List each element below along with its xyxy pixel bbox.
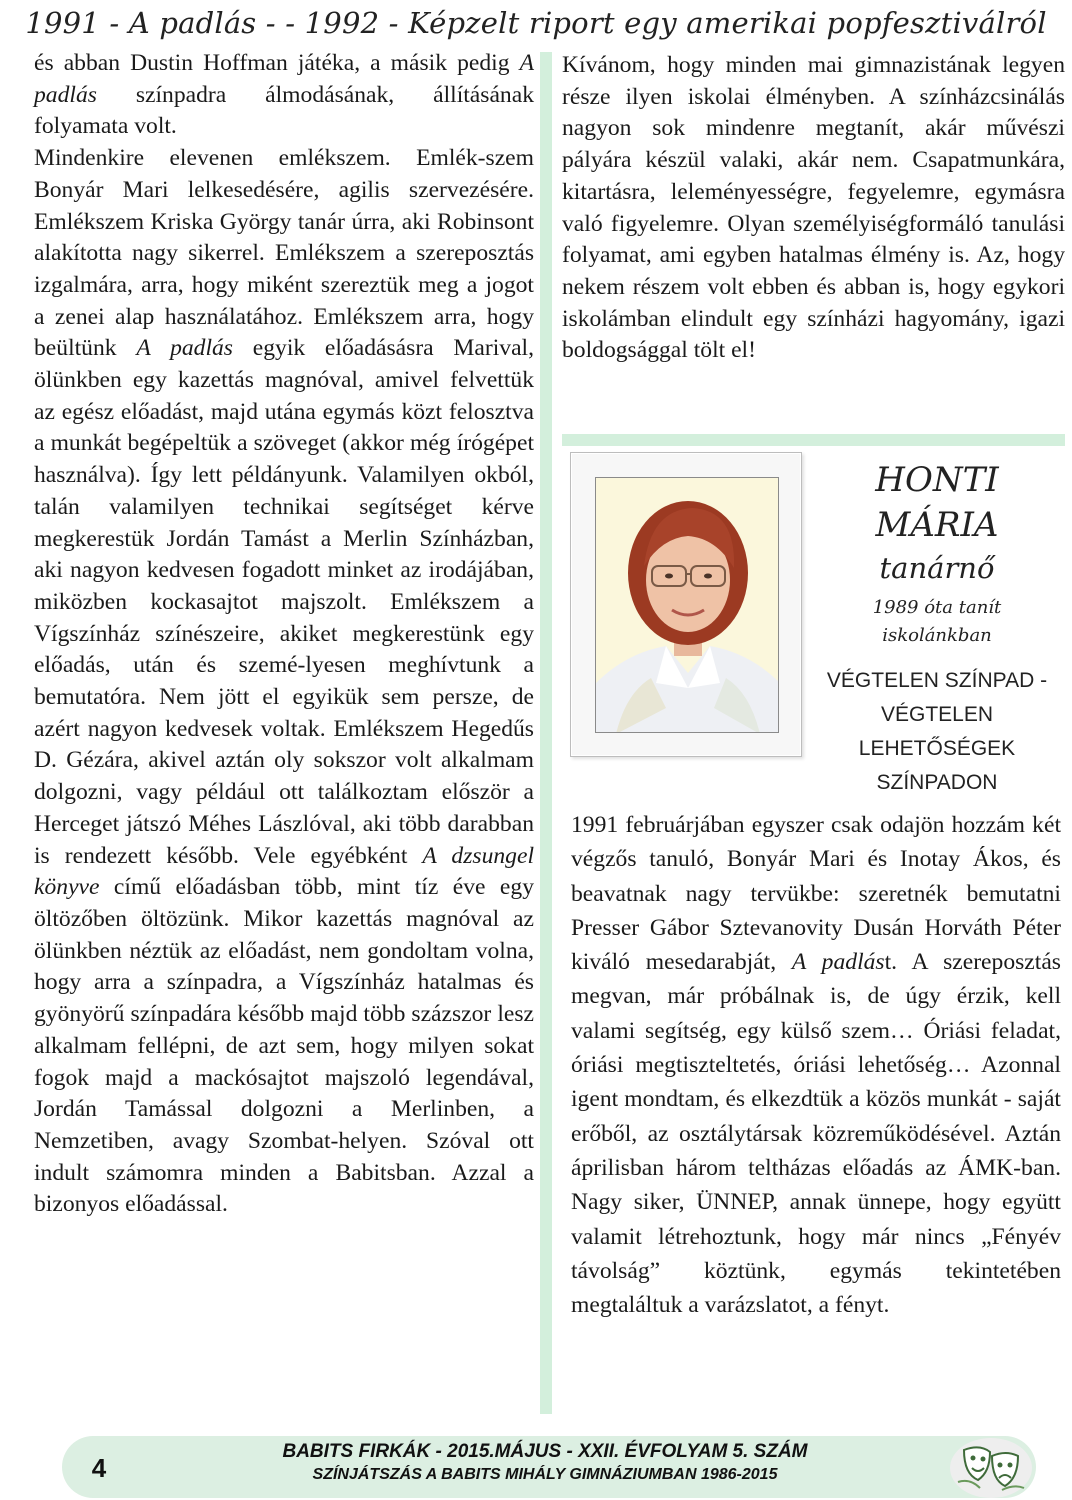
italic-title: A dzsungel könyve: [34, 842, 534, 901]
text-run: Kívánom, hogy minden mai gimnazistának legyen része ilyen iskolai élményben. A színházcsinálás nagyon sok mindenre megtanít, akár művészi pályára készül valaki, akár nem. Csapatmunkára, kitartásra, leleményességre, fegyelemre, egymásra való figyelemre. Olyan személyiségformáló tanulási folyamat, ami egyben hatalmas élmény is. Az, hogy nekem részem volt ebben és abban is, hogy egykori iskolámban elindult egy színházi hagyomány, igazi boldogsággal tölt el!: [562, 52, 1065, 364]
subtitle-line-4: SZÍNPADON: [876, 771, 998, 794]
portrait-photo: [595, 477, 779, 733]
theater-masks-graphic: [950, 1438, 1032, 1498]
teacher-since-line-1: 1989 óta tanít: [872, 597, 1002, 618]
left-paragraph-2: [34, 143, 534, 1221]
right-top-paragraph: [562, 50, 1065, 367]
text-run: 1991 februárjában egyszer csak odajön hozzám két végzős tanuló, Bonyár Mari és Inotay Ákos, és beavatnak nagy tervükbe: szeretnék bemutatni Presser Gábor Sztevanovity Dusán Horváth Péter kiváló mesedarabját,: [571, 812, 1061, 976]
teacher-info: [806, 458, 1068, 800]
text-run: színpadra álmodásának, állításának folyamata volt.: [34, 81, 534, 140]
theater-masks-icon: [950, 1438, 1032, 1498]
teacher-since-line-2: iskolánkban: [882, 625, 992, 646]
teacher-role: tanárnő: [879, 551, 995, 585]
portrait-illustration: [596, 478, 779, 733]
teacher-name-line-2: MÁRIA: [875, 505, 999, 545]
text-run: t. A szereposztás megvan, már próbálnak is, de úgy érzik, kell valami segítség, egy külső szem… Óriási feladat, óriási megtiszteltetés, óriási lehetőség… Azonnal igent mondtam, és elkezdtük a közös munkát - saját erőből, az osztálytársak közreműködésével. Aztán áprilisban három teltházas előadás az ÁMK-ban. Nagy siker, ÜNNEP, annak ünnepe, hogy együtt valamit létrehoztunk, hogy már nincs „Fényév távolság” köztünk, egymás tekintetében megtaláltuk a varázslatot, a fényt.: [571, 949, 1061, 1319]
portrait-frame: [570, 452, 802, 757]
teacher-since: [806, 594, 1068, 650]
subtitle-line-2: VÉGTELEN: [880, 703, 994, 726]
footer-publication: BABITS FIRKÁK - 2015.MÁJUS - XXII. ÉVFOLYAM 5. SZÁM: [282, 1441, 808, 1462]
left-paragraph-1: [34, 48, 534, 143]
article-subtitle: [806, 664, 1068, 800]
text-run: című előadásban több, mint tíz éve egy öltözőben öltözünk. Mikor kazettás magnóval az ölünkben néztük az előadást, nem gondoltam volna, hogy arra a színpadra, a Vígszínház hatalmas és gyönyörű színpadára később majd több százszor lesz alkalmam fellépni, de azt sem, hogy milyen sokat fogok majd a mackósajtot majszoló legendával, Jordán Tamással dolgozni a Merlinben, a Nemzetiben, avagy Szombat-helyen. Szóval ott indult számomra minden a Babitsban. Azzal a bizonyos előadással.: [34, 874, 534, 1218]
header-title: 1991 - A padlás - - 1992 - Képzelt riport egy amerikai popfesztiválról: [25, 6, 1047, 40]
italic-title: A padlás: [136, 335, 233, 362]
footer-subtitle: SZÍNJÁTSZÁS A BABITS MIHÁLY GIMNÁZIUMBAN 1986-2015: [312, 1466, 778, 1483]
right-bottom-paragraph: [571, 808, 1061, 1322]
text-run: Mindenkire elevenen emlékszem. Emlék-szem Bonyár Mari lelkesedésére, agilis szervezésére. Emlékszem Kriska György tanár úrra, aki Robinsont alakította nagy sikerrel. Emlékszem a szereposztás izgalmára, arra, hogy miként szereztük meg a jogot a zenei alap használatához. Emlékszem arra, hogy beültünk: [34, 145, 534, 362]
italic-title: A padlás: [791, 949, 885, 976]
text-run: egyik előadásásra Marival, ölünkben egy kazettás magnóval, amivel felvettük az egész előadást, majd utána egymás közt felosztva a munkát begépeltük a szöveget (akkor még írógépet használva). Így lett példányunk. Valamilyen okból, talán valamilyen technikai segítséget kérve megkerestük Jordán Tamást a Merlin Színházban, aki nagyon kedvesen fogadott minket az irodájában, miközben kockasajtot majszolt. Emlékszem a Vígszínház színészeire, akiket megkerestünk egy előadás, után és szemé-lyesen meghívtunk a bemutatóra. Nem jött el egyikük sem persze, de azért nagyon kedvesek voltak. Emlékszem Hegedűs D. Gézára, akivel aztán oly sokszor volt alkalmam dolgozni, vagy például ott találkoztam először a Herceget játszó Méhes Lászlóval, aki több darabban is rendezett később. Vele egyébként: [34, 335, 534, 869]
left-column: [34, 48, 534, 1221]
subtitle-line-3: LEHETŐSÉGEK: [858, 737, 1016, 760]
subtitle-line-1: VÉGTELEN SZÍNPAD -: [826, 669, 1048, 692]
section-divider: [562, 434, 1065, 446]
column-divider: [540, 52, 552, 1414]
italic-title: A padlás: [34, 50, 534, 108]
page-number: 4: [91, 1453, 107, 1483]
text-run: és abban Dustin Hoffman játéka, a másik pedig: [34, 50, 520, 76]
teacher-name-line-1: HONTI: [875, 460, 999, 500]
page-header: [0, 0, 1072, 46]
